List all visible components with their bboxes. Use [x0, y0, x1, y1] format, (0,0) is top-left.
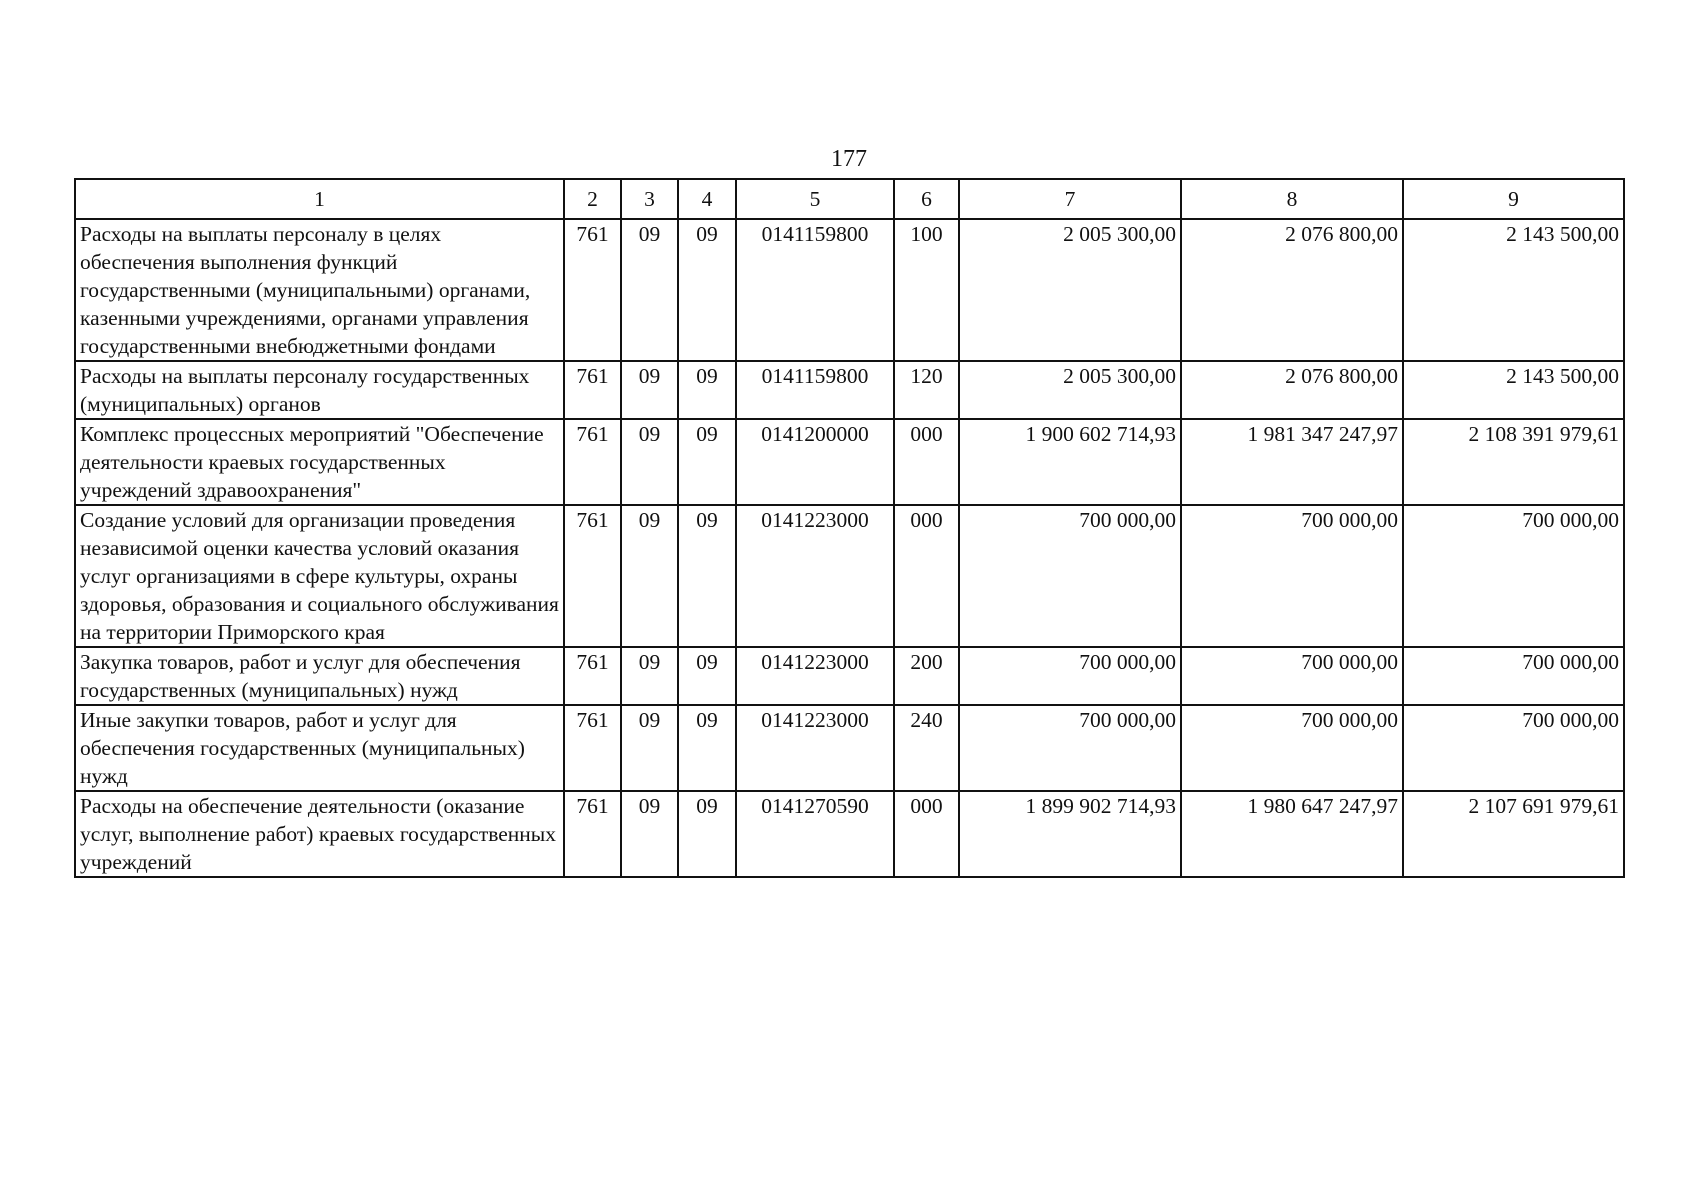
header-cell-5: 5 — [736, 179, 894, 219]
cell-ministry-code: 761 — [564, 647, 621, 705]
row-description: Расходы на выплаты персоналу в целях обеспечения выполнения функций государственными (муниципальными) органами, казенными учреждениями, органами управления государственными внебюджетными фондами — [75, 219, 564, 361]
header-cell-7: 7 — [959, 179, 1181, 219]
cell-section-code: 09 — [621, 361, 678, 419]
cell-amount-col7: 700 000,00 — [959, 647, 1181, 705]
cell-amount-col8: 700 000,00 — [1181, 647, 1403, 705]
row-description: Создание условий для организации проведения независимой оценки качества условий оказания услуг организациями в сфере культуры, охраны здоровья, образования и социального обслуживания на территории Приморского края — [75, 505, 564, 647]
cell-section-code: 09 — [621, 791, 678, 877]
cell-subsection-code: 09 — [678, 219, 736, 361]
cell-ministry-code: 761 — [564, 361, 621, 419]
cell-subsection-code: 09 — [678, 791, 736, 877]
cell-amount-col8: 700 000,00 — [1181, 505, 1403, 647]
cell-amount-col9: 2 107 691 979,61 — [1403, 791, 1624, 877]
header-cell-1: 1 — [75, 179, 564, 219]
row-description: Комплекс процессных мероприятий "Обеспечение деятельности краевых государственных учреждений здравоохранения" — [75, 419, 564, 505]
row-description: Иные закупки товаров, работ и услуг для обеспечения государственных (муниципальных) нужд — [75, 705, 564, 791]
cell-expense-type: 000 — [894, 419, 959, 505]
cell-amount-col7: 2 005 300,00 — [959, 361, 1181, 419]
table-row — [75, 647, 1624, 705]
table-row — [75, 705, 1624, 791]
row-description: Расходы на обеспечение деятельности (оказание услуг, выполнение работ) краевых государственных учреждений — [75, 791, 564, 877]
cell-target-article: 0141159800 — [736, 219, 894, 361]
cell-amount-col8: 700 000,00 — [1181, 705, 1403, 791]
cell-expense-type: 000 — [894, 505, 959, 647]
cell-target-article: 0141200000 — [736, 419, 894, 505]
header-cell-8: 8 — [1181, 179, 1403, 219]
table-row — [75, 505, 1624, 647]
cell-target-article: 0141270590 — [736, 791, 894, 877]
header-cell-2: 2 — [564, 179, 621, 219]
cell-ministry-code: 761 — [564, 419, 621, 505]
budget-table — [74, 178, 1625, 878]
cell-subsection-code: 09 — [678, 419, 736, 505]
cell-amount-col9: 700 000,00 — [1403, 505, 1624, 647]
cell-ministry-code: 761 — [564, 219, 621, 361]
cell-amount-col7: 1 900 602 714,93 — [959, 419, 1181, 505]
header-cell-9: 9 — [1403, 179, 1624, 219]
header-row — [75, 179, 1624, 219]
row-description: Расходы на выплаты персоналу государственных (муниципальных) органов — [75, 361, 564, 419]
table-row — [75, 791, 1624, 877]
cell-amount-col8: 2 076 800,00 — [1181, 361, 1403, 419]
row-description: Закупка товаров, работ и услуг для обеспечения государственных (муниципальных) нужд — [75, 647, 564, 705]
cell-amount-col9: 700 000,00 — [1403, 705, 1624, 791]
header-cell-4: 4 — [678, 179, 736, 219]
cell-expense-type: 240 — [894, 705, 959, 791]
cell-subsection-code: 09 — [678, 505, 736, 647]
cell-target-article: 0141223000 — [736, 705, 894, 791]
cell-target-article: 0141223000 — [736, 647, 894, 705]
table-row — [75, 419, 1624, 505]
cell-subsection-code: 09 — [678, 361, 736, 419]
cell-section-code: 09 — [621, 219, 678, 361]
cell-amount-col7: 1 899 902 714,93 — [959, 791, 1181, 877]
cell-ministry-code: 761 — [564, 505, 621, 647]
cell-ministry-code: 761 — [564, 791, 621, 877]
page-number: 177 — [831, 146, 867, 172]
cell-amount-col8: 1 980 647 247,97 — [1181, 791, 1403, 877]
cell-expense-type: 120 — [894, 361, 959, 419]
cell-amount-col9: 2 108 391 979,61 — [1403, 419, 1624, 505]
header-cell-3: 3 — [621, 179, 678, 219]
cell-section-code: 09 — [621, 419, 678, 505]
cell-expense-type: 000 — [894, 791, 959, 877]
table-row — [75, 361, 1624, 419]
cell-section-code: 09 — [621, 705, 678, 791]
cell-amount-col7: 700 000,00 — [959, 505, 1181, 647]
cell-expense-type: 200 — [894, 647, 959, 705]
cell-target-article: 0141223000 — [736, 505, 894, 647]
cell-ministry-code: 761 — [564, 705, 621, 791]
cell-subsection-code: 09 — [678, 647, 736, 705]
header-cell-6: 6 — [894, 179, 959, 219]
cell-section-code: 09 — [621, 647, 678, 705]
cell-amount-col9: 2 143 500,00 — [1403, 219, 1624, 361]
cell-expense-type: 100 — [894, 219, 959, 361]
table-row — [75, 219, 1624, 361]
cell-amount-col9: 700 000,00 — [1403, 647, 1624, 705]
cell-amount-col9: 2 143 500,00 — [1403, 361, 1624, 419]
cell-subsection-code: 09 — [678, 705, 736, 791]
cell-target-article: 0141159800 — [736, 361, 894, 419]
cell-amount-col7: 2 005 300,00 — [959, 219, 1181, 361]
cell-amount-col8: 2 076 800,00 — [1181, 219, 1403, 361]
cell-amount-col8: 1 981 347 247,97 — [1181, 419, 1403, 505]
cell-amount-col7: 700 000,00 — [959, 705, 1181, 791]
cell-section-code: 09 — [621, 505, 678, 647]
